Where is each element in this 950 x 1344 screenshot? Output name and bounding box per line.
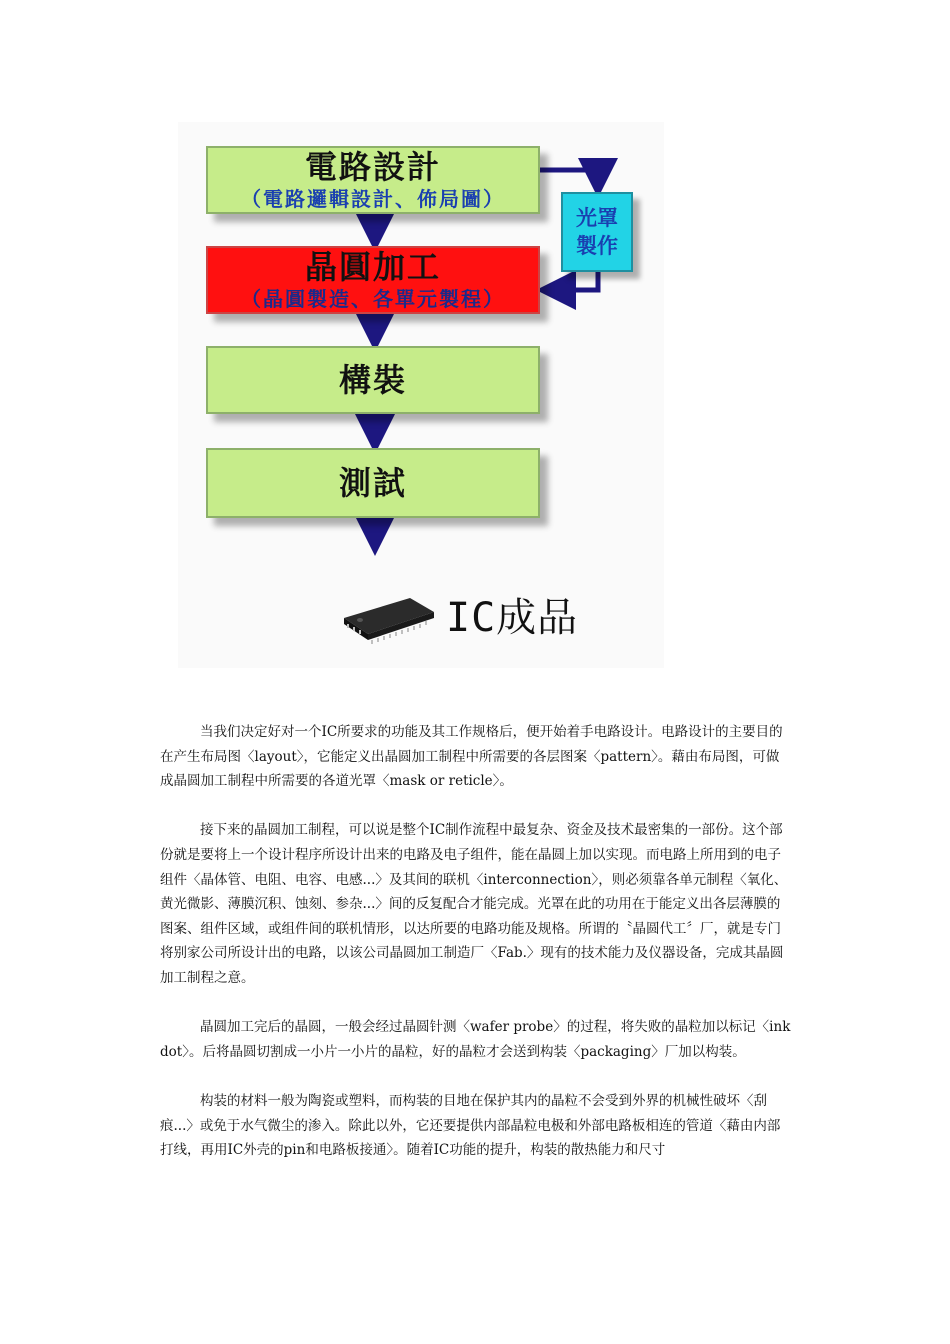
ic-chip-icon	[338, 584, 438, 644]
paragraph-wafer-processing: 接下来的晶圆加工制程，可以说是整个IC制作流程中最复杂、资金及技术最密集的一部份。这个部份就是要将上一个设计程序所设计出来的电路及电子组件，能在晶圆上加以实现。而电路上所用到的电子组件〈晶体管、电阻、电容、电感...〉及其间的联机〈interconnection〉，则必须靠各单元制程〈氧化、黄光微影、薄膜沉积、蚀刻、参杂...〉间的反复配合才能完成。光罩在此的功用在于能定义出各层薄膜的图案、组件区域，或组件间的联机情形，以达所要的电路功能及规格。所谓的〝晶圆代工〞厂，就是专门将别家公司所设计出的电路，以该公司晶圆加工制造厂〈Fab.〉现有的技术能力及仪器设备，完成其晶圆加工制程之意。	[160, 822, 788, 986]
arrow-design-to-mask	[540, 170, 598, 178]
paragraph-circuit-design: 当我们决定好对一个IC所要求的功能及其工作规格后，便开始着手电路设计。电路设计的主要目的在产生布局图〈layout〉，它能定义出晶圆加工制程中所需要的各层图案〈pattern〉。藉由布局图，可做成晶圆加工制程中所需要的各道光罩〈mask or reticle〉。	[160, 724, 783, 790]
step-testing-title: 測試	[338, 464, 407, 502]
step-packaging	[206, 346, 540, 414]
step-circuit-design-title: 電路設計	[304, 148, 441, 186]
ic-product	[338, 574, 578, 654]
step-circuit-design	[206, 146, 540, 214]
step-circuit-design-subtitle: （電路邏輯設計、佈局圖）	[241, 187, 505, 211]
article-body	[160, 720, 792, 1163]
step-testing	[206, 448, 540, 518]
step-mask-making	[561, 192, 633, 272]
mask-label-line1: 光罩	[576, 205, 618, 230]
arrow-mask-to-wafer	[556, 272, 598, 290]
step-wafer-processing	[206, 246, 540, 314]
step-packaging-title: 構裝	[338, 361, 407, 399]
ic-product-label: IC成品	[446, 594, 579, 641]
step-wafer-processing-title: 晶圓加工	[304, 248, 441, 286]
ic-process-flowchart	[178, 122, 664, 668]
paragraph-wafer-probe: 晶圆加工完后的晶圆，一般会经过晶圆针测〈wafer probe〉的过程，将失败的晶粒加以标记〈ink dot〉。后将晶圆切割成一小片一小片的晶粒，好的晶粒才会送到构装〈packaging〉厂加以构装。	[160, 1019, 791, 1060]
step-wafer-processing-subtitle: （晶圓製造、各單元製程）	[241, 287, 505, 311]
paragraph-packaging: 构装的材料一般为陶瓷或塑料，而构装的目地在保护其内的晶粒不会受到外界的机械性破坏〈刮痕...〉或免于水气微尘的渗入。除此以外，它还要提供内部晶粒电极和外部电路板相连的管道〈藉由内部打线，再用IC外壳的pin和电路板接通〉。随着IC功能的提升，构装的散热能力和尺寸	[160, 1092, 781, 1159]
mask-label-line2: 製作	[576, 233, 618, 258]
